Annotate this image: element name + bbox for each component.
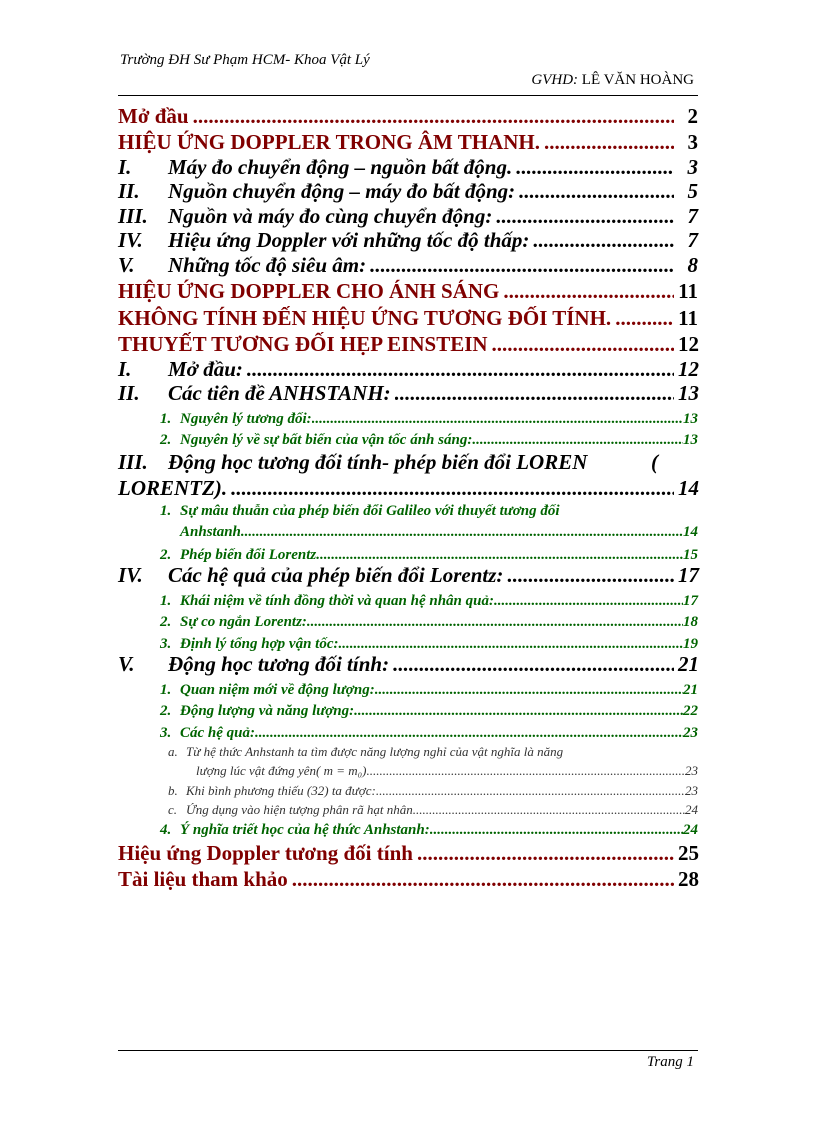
toc-title: Hiệu ứng Doppler với những tốc độ thấp:	[168, 228, 530, 252]
toc-title: Hiệu ứng Doppler tương đối tính	[118, 840, 413, 865]
toc-number: 1.	[160, 503, 172, 519]
toc-page: 5	[687, 179, 698, 203]
toc-page: 8	[687, 252, 698, 277]
toc-title-paren: (	[651, 450, 658, 474]
toc-title: Ứng dụng vào hiện tượng phân rã hạt nhân	[186, 801, 413, 817]
toc-page: 24	[683, 822, 698, 838]
toc-number: 3.	[160, 724, 172, 741]
toc-page: 11	[678, 279, 698, 303]
toc-title: Máy đo chuyển động – nguồn bất động.	[168, 154, 513, 179]
toc-title: Động lượng và năng lượng:	[180, 703, 355, 719]
toc-entry[interactable]	[118, 720, 698, 742]
toc-number: 2.	[160, 432, 172, 448]
toc-page: 14	[683, 524, 698, 540]
toc-page: 3	[687, 154, 698, 179]
toc-title: Các hệ quả:	[180, 724, 255, 741]
toc-title: HIỆU ỨNG DOPPLER CHO ÁNH SÁNG	[118, 279, 500, 303]
header-rule	[118, 95, 698, 96]
toc-page: 14	[678, 476, 699, 500]
toc-title: Mở đầu	[118, 103, 189, 128]
toc-number: 2.	[160, 614, 172, 630]
toc-entry[interactable]	[118, 102, 698, 129]
toc-title: Động học tương đối tính- phép biến đổi LOREN	[168, 450, 588, 474]
toc-page: 23	[683, 724, 698, 741]
toc-entry[interactable]	[118, 631, 698, 653]
toc-entry[interactable]	[118, 677, 698, 699]
toc-title: Từ hệ thức Anhstanh ta tìm được năng lượng nghỉ của vật nghĩa là năng	[186, 743, 564, 759]
toc-number: III.	[118, 203, 148, 228]
toc-entry[interactable]	[118, 129, 698, 156]
toc-number: a.	[168, 743, 178, 759]
toc-entry[interactable]	[118, 278, 698, 305]
toc-number: c.	[168, 801, 178, 817]
toc-entry[interactable]	[118, 610, 698, 632]
toc-page: 12	[678, 356, 699, 381]
toc-title: Quan niệm mới về động lượng:	[180, 681, 375, 698]
toc-title-cont: Anhstanh	[180, 524, 241, 540]
toc-title: KHÔNG TÍNH ĐẾN HIỆU ỨNG TƯƠNG ĐỐI TÍNH.	[118, 305, 612, 330]
toc-title: Phép biến đổi Lorentz	[180, 546, 317, 563]
toc-number: 1.	[160, 681, 172, 698]
toc-page: 22	[683, 703, 698, 719]
toc-page: 25	[678, 840, 699, 865]
toc-number: V.	[118, 252, 135, 277]
toc-entry[interactable]	[118, 428, 698, 450]
toc-page: 12	[678, 332, 699, 356]
toc-title: Những tốc độ siêu âm:	[168, 252, 367, 277]
toc-entry[interactable]	[118, 742, 698, 780]
toc-entry[interactable]	[118, 155, 698, 180]
toc-entry[interactable]	[118, 588, 698, 610]
toc-title: THUYẾT TƯƠNG ĐỐI HẸP EINSTEIN	[118, 332, 488, 356]
toc-number: II.	[118, 381, 140, 405]
toc-number: 1.	[160, 592, 172, 609]
toc-entry[interactable]	[118, 229, 698, 254]
toc-page: 13	[683, 410, 698, 427]
toc-number: 2.	[160, 703, 172, 719]
toc-page: 13	[678, 381, 699, 405]
toc-page: 19	[683, 635, 698, 652]
toc-entry[interactable]	[118, 866, 698, 893]
toc-title-cont: lượng lúc vật đứng yên( m = m₀)	[196, 762, 367, 778]
toc-title: HIỆU ỨNG DOPPLER TRONG ÂM THANH.	[118, 130, 540, 154]
toc-title: Nguồn chuyển động – máy đo bất động:	[168, 179, 516, 203]
table-of-contents	[118, 102, 698, 892]
toc-entry[interactable]	[118, 780, 698, 799]
toc-entry[interactable]	[118, 204, 698, 229]
toc-entry[interactable]	[118, 564, 698, 589]
toc-entry[interactable]	[118, 839, 698, 866]
toc-page: 21	[678, 652, 699, 676]
toc-page: 2	[687, 103, 698, 128]
advisor-name: LÊ VĂN HOÀNG	[581, 72, 694, 88]
toc-title: Sự mâu thuẫn của phép biến đổi Galileo với thuyết tương đối	[180, 503, 560, 519]
toc-number: II.	[118, 179, 140, 203]
toc-page: 15	[683, 546, 698, 563]
toc-entry[interactable]	[118, 406, 698, 428]
toc-page: 17	[678, 563, 699, 587]
toc-number: III.	[118, 450, 148, 474]
toc-page: 18	[683, 614, 698, 630]
toc-number: b.	[168, 782, 178, 798]
toc-title: Nguyên lý về sự bất biến của vận tốc ánh sáng:	[180, 432, 473, 448]
toc-page: 24	[685, 801, 698, 817]
advisor-label: GVHD:	[531, 72, 579, 88]
toc-page: 23	[685, 782, 698, 798]
toc-page: 17	[683, 592, 698, 609]
toc-title: Động học tương đối tính:	[168, 652, 390, 676]
toc-title: Khi bình phương thiếu (32) ta được:	[186, 782, 376, 798]
footer-rule	[118, 1050, 698, 1051]
toc-entry[interactable]	[118, 382, 698, 407]
toc-title: Các tiên đề ANHSTANH:	[168, 381, 391, 405]
toc-title: Mở đầu:	[168, 356, 243, 381]
toc-entry[interactable]	[118, 331, 698, 358]
header-school: Trường ĐH Sư Phạm HCM- Khoa Vật Lý	[120, 52, 370, 68]
toc-title: Các hệ quả của phép biến đổi Lorentz:	[168, 563, 504, 587]
toc-page: 13	[683, 432, 698, 448]
toc-title: Sự co ngắn Lorentz:	[180, 614, 307, 630]
toc-page: 21	[683, 681, 698, 698]
toc-page: 28	[678, 867, 699, 891]
toc-entry[interactable]	[118, 449, 698, 501]
toc-page: 7	[687, 228, 698, 252]
toc-title: Ý nghĩa triết học của hệ thức Anhstanh:	[180, 822, 430, 838]
toc-entry[interactable]	[118, 253, 698, 278]
toc-entry[interactable]	[118, 653, 698, 678]
toc-page: 7	[687, 203, 698, 228]
toc-title-cont: LORENTZ).	[118, 476, 228, 500]
toc-entry[interactable]	[118, 180, 698, 205]
toc-title: Tài liệu tham khảo	[118, 867, 288, 891]
toc-entry[interactable]	[118, 818, 698, 840]
page-number: Trang 1	[646, 1054, 694, 1070]
toc-entry[interactable]	[118, 542, 698, 564]
toc-number: 4.	[160, 822, 172, 838]
toc-entry[interactable]	[118, 501, 698, 542]
toc-number: IV.	[118, 228, 143, 252]
toc-number: 3.	[160, 635, 172, 652]
toc-entry[interactable]	[118, 799, 698, 818]
toc-number: IV.	[118, 563, 143, 587]
toc-title: Khái niệm về tính đồng thời và quan hệ nhân quả:	[180, 592, 494, 609]
toc-number: I.	[118, 356, 132, 381]
toc-entry[interactable]	[118, 304, 698, 331]
toc-page: 11	[678, 305, 698, 330]
toc-number: 2.	[160, 546, 172, 563]
toc-title: Nguyên lý tương đối:	[180, 410, 312, 427]
toc-page: 3	[687, 130, 698, 154]
toc-page: 23	[685, 762, 698, 778]
header-advisor	[531, 72, 694, 89]
toc-number: I.	[118, 154, 132, 179]
toc-title: Nguồn và máy đo cùng chuyển động:	[168, 203, 493, 228]
toc-number: V.	[118, 652, 135, 676]
toc-entry[interactable]	[118, 699, 698, 721]
toc-number: 1.	[160, 410, 172, 427]
toc-title: Định lý tổng hợp vận tốc:	[180, 635, 339, 652]
toc-entry[interactable]	[118, 357, 698, 382]
